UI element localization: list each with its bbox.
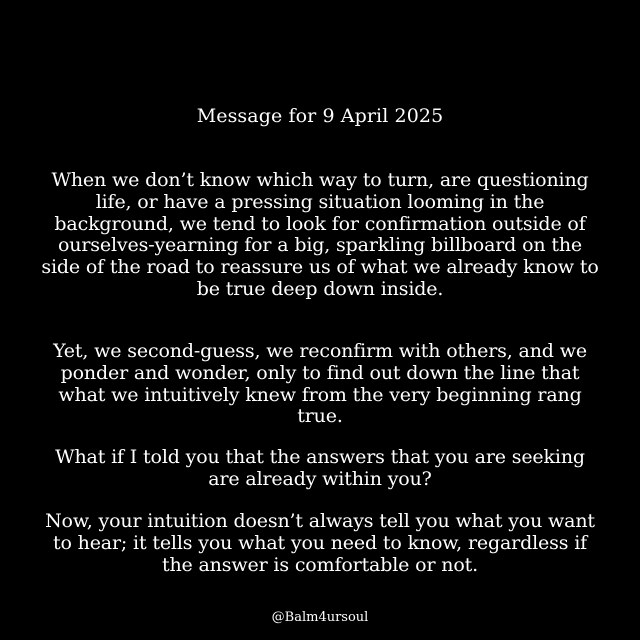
message-title: Message for 9 April 2025 [196,105,444,127]
author-handle: @Balm4ursoul [271,610,369,625]
message-paragraph-3: What if I told you that the answers that you are seeking are already within you? [55,446,585,490]
message-paragraph-1: When we don’t know which way to turn, are questioning life, or have a pressing situation looming in the background, we tend to look for confirmation outside of ourselves-yearning for a big, sparkling billboard on the side of the road to reassure us of what we already know to be true deep down inside. [41,169,599,300]
message-paragraph-2: Yet, we second-guess, we reconfirm with others, and we ponder and wonder, only to find out down the line that what we intuitively knew from the very beginning rang true. [53,340,587,428]
message-paragraph-4: Now, your intuition doesn’t always tell you what you want to hear; it tells you what you need to know, regardless if the answer is comfortable or not. [45,510,595,576]
